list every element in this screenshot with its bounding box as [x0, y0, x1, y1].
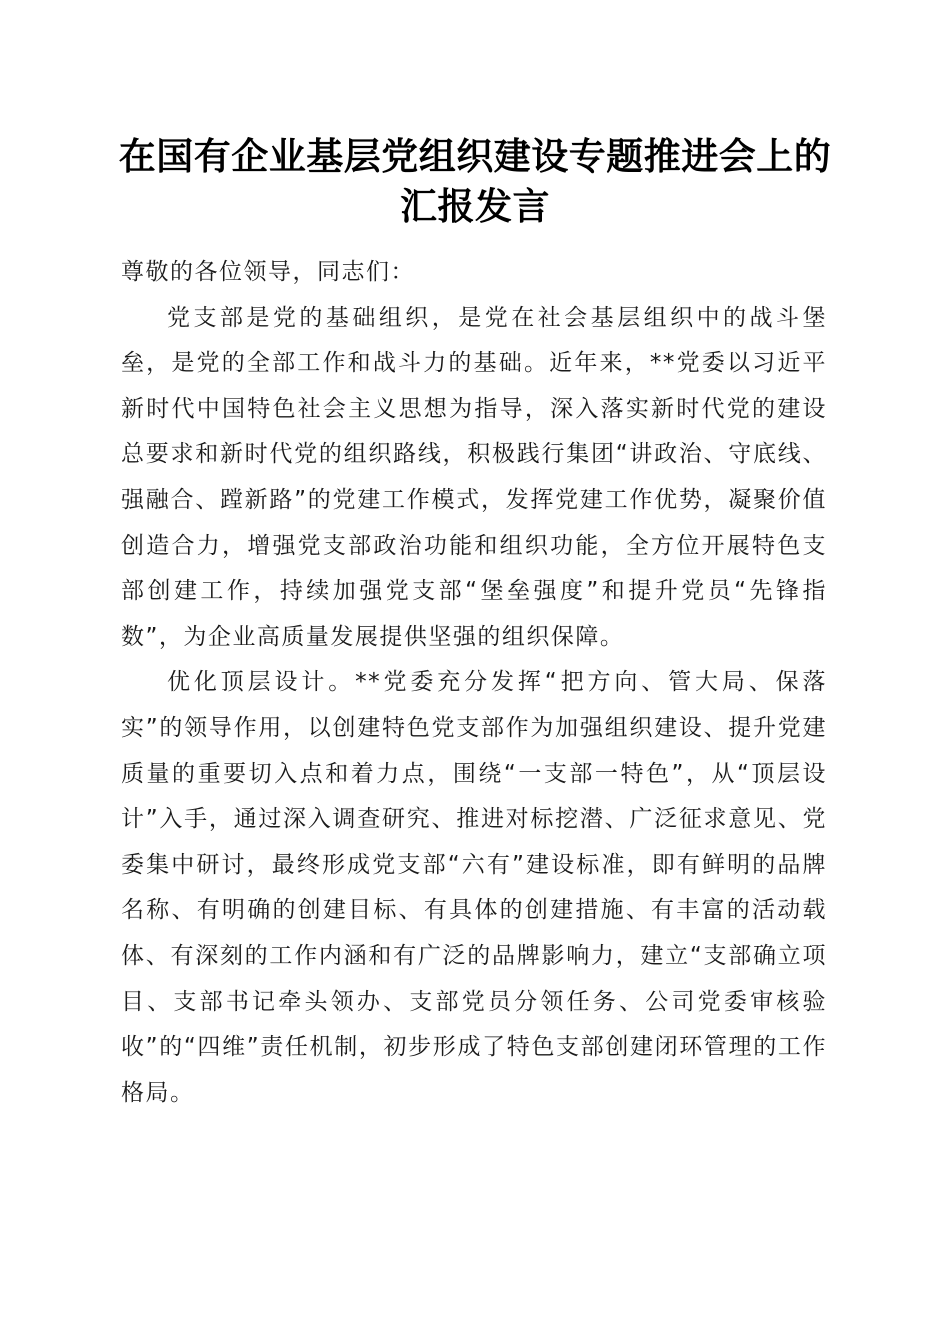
paragraph-top-level-design: 优化顶层设计。**党委充分发挥“把方向、管大局、保落实”的领导作用，以创建特色党支部作为加强组织建设、提升党建质量的重要切入点和着力点，围绕“一支部一特色”，从“顶层设计”入手，通过深入调查研究、推进对标挖潜、广泛征求意见、党委集中研讨，最终形成党支部“六有”建设标准，即有鲜明的品牌名称、有明确的创建目标、有具体的创建措施、有丰富的活动载体、有深刻的工作内涵和有广泛的品牌影响力，建立“支部确立项目、支部书记牵头领办、支部党员分领任务、公司党委审核验收”的“四维”责任机制，初步形成了特色支部创建闭环管理的工作格局。: [121, 669, 827, 1106]
document-title: 在国有企业基层党组织建设专题推进会上的汇报发言: [118, 134, 832, 228]
paragraph-intro: 党支部是党的基础组织，是党在社会基层组织中的战斗堡垒，是党的全部工作和战斗力的基础。近年来，**党委以习近平新时代中国特色社会主义思想为指导，深入落实新时代党的建设总要求和新时代党的组织路线，积极践行集团“讲政治、守底线、强融合、蹚新路”的党建工作模式，发挥党建工作优势，凝聚价值创造合力，增强党支部政治功能和组织功能，全方位开展特色支部创建工作，持续加强党支部“堡垒强度”和提升党员“先锋指数”，为企业高质量发展提供坚强的组织保障。: [121, 304, 827, 650]
document-body: [121, 250, 827, 1116]
salutation: 尊敬的各位领导，同志们：: [121, 259, 415, 285]
